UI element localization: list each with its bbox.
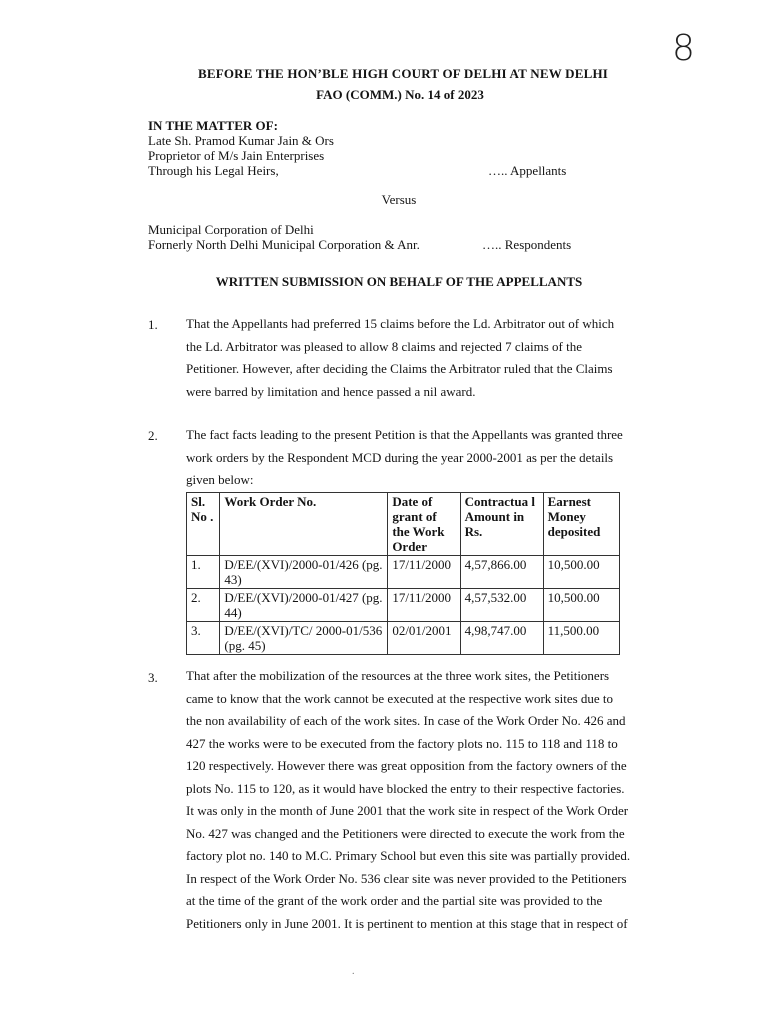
- paragraph-line: given below:: [186, 472, 254, 487]
- versus-label: Versus: [381, 192, 417, 207]
- cell-earnest: 11,500.00: [543, 622, 619, 655]
- respondent-line: Fornerly North Delhi Municipal Corporation & Anr.: [148, 237, 420, 252]
- cell-work-order: D/EE/(XVI)/TC/ 2000-01/536 (pg. 45): [220, 622, 388, 655]
- cell-earnest: 10,500.00: [543, 556, 619, 589]
- cell-date: 17/11/2000: [388, 589, 460, 622]
- table-row: [187, 622, 620, 655]
- cell-sl: 2.: [187, 589, 220, 622]
- footer-mark: .: [352, 966, 355, 977]
- paragraph-line: 427 the works were to be executed from the factory plots no. 115 to 118 and 118 to: [186, 735, 618, 751]
- submission-heading: WRITTEN SUBMISSION ON BEHALF OF THE APPELLANTS: [215, 274, 583, 289]
- cell-sl: 3.: [187, 622, 220, 655]
- appellant-line: Through his Legal Heirs,: [148, 163, 279, 178]
- paragraph-1: [186, 313, 654, 403]
- header-sl-no: Sl. No .: [187, 493, 220, 556]
- appellant-line: Proprietor of M/s Jain Enterprises: [148, 148, 325, 163]
- paragraph-line: the non availability of each of the work sites. In case of the Work Order No. 426 and: [186, 713, 626, 728]
- paragraph-line: at the time of the grant of the work order and the partial site was provided to the: [186, 893, 603, 908]
- paragraph-3: [186, 665, 654, 935]
- appellant-role: ….. Appellants: [488, 163, 567, 178]
- header-earnest-money: Earnest Money deposited: [543, 493, 619, 556]
- paragraph-line: It was only in the month of June 2001 that the work site in respect of the Work Order: [186, 803, 629, 818]
- paragraph-line: came to know that the work cannot be executed at the respective work sites due to: [186, 690, 614, 706]
- court-title: BEFORE THE HON’BLE HIGH COURT OF DELHI AT NEW DELHI: [197, 66, 609, 81]
- paragraph-line: factory plot no. 140 to M.C. Primary School but even this site was partially provided.: [186, 848, 631, 863]
- cell-work-order: D/EE/(XVI)/2000-01/427 (pg. 44): [220, 589, 388, 622]
- paragraph-line: Petitioner. However, after deciding the Claims the Arbitrator ruled that the Claims: [186, 361, 613, 376]
- paragraph-number: 2.: [148, 428, 158, 443]
- cell-work-order: D/EE/(XVI)/2000-01/426 (pg. 43): [220, 556, 388, 589]
- work-orders-table: [186, 492, 620, 655]
- cell-amount: 4,57,532.00: [460, 589, 543, 622]
- table-row: [187, 589, 620, 622]
- paragraph-2: [186, 424, 654, 492]
- header-amount: Contractua l Amount in Rs.: [460, 493, 543, 556]
- table-row: [187, 556, 620, 589]
- header-work-order: Work Order No.: [220, 493, 388, 556]
- cell-sl: 1.: [187, 556, 220, 589]
- cell-date: 17/11/2000: [388, 556, 460, 589]
- cell-earnest: 10,500.00: [543, 589, 619, 622]
- paragraph-line: In respect of the Work Order No. 536 clear site was never provided to the Petitioners: [186, 870, 627, 886]
- matter-heading: IN THE MATTER OF:: [148, 118, 278, 133]
- paragraph-line: the Ld. Arbitrator was pleased to allow 8 claims and rejected 7 claims of the: [186, 338, 583, 354]
- cell-amount: 4,57,866.00: [460, 556, 543, 589]
- table-header-row: [187, 493, 620, 556]
- respondent-line: Municipal Corporation of Delhi: [148, 222, 314, 237]
- paragraph-line: 120 respectively. However there was great opposition from the factory owners of the: [186, 758, 627, 773]
- respondent-role: ….. Respondents: [482, 237, 572, 252]
- paragraph-line: That after the mobilization of the resources at the three work sites, the Petitioners: [186, 668, 610, 683]
- paragraph-line: plots No. 115 to 120, as it would have blocked the entry to their respective factories.: [186, 780, 625, 796]
- case-number: FAO (COMM.) No. 14 of 2023: [316, 87, 484, 102]
- paragraph-number: 3.: [148, 670, 158, 685]
- paragraph-line: work orders by the Respondent MCD during the year 2000-2001 as per the details: [186, 449, 614, 465]
- paragraph-line: The fact facts leading to the present Petition is that the Appellants was granted three: [186, 427, 623, 442]
- paragraph-line: That the Appellants had preferred 15 claims before the Ld. Arbitrator out of which: [186, 316, 615, 331]
- paragraph-line: No. 427 was changed and the Petitioners were directed to execute the work from the: [186, 825, 625, 841]
- paragraph-line: Petitioners only in June 2001. It is pertinent to mention at this stage that in respect of: [186, 915, 628, 931]
- handwritten-page-number: 8: [672, 28, 695, 69]
- appellant-line: Late Sh. Pramod Kumar Jain & Ors: [148, 133, 334, 148]
- header-date: Date of grant of the Work Order: [388, 493, 460, 556]
- paragraph-line: were barred by limitation and hence passed a nil award.: [186, 383, 476, 399]
- paragraph-number: 1.: [148, 317, 158, 332]
- cell-amount: 4,98,747.00: [460, 622, 543, 655]
- cell-date: 02/01/2001: [388, 622, 460, 655]
